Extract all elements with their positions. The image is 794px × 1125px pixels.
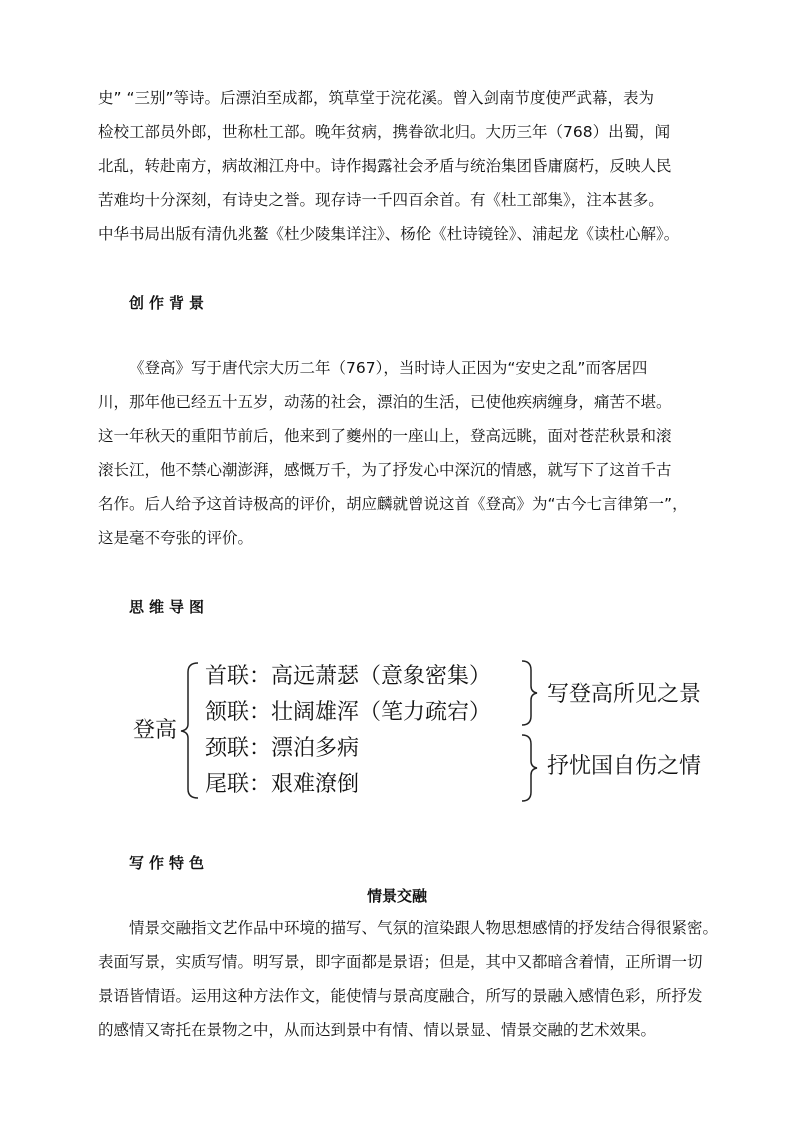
- mindmap-item: 颈联：漂泊多病: [205, 736, 360, 761]
- bio-line: 北乱，转赴南方，病故湘江舟中。诗作揭露社会矛盾与统治集团昏庸腐朽，反映人民: [98, 157, 672, 175]
- background-line: 这是毫不夸张的评价。: [98, 529, 254, 547]
- mindmap-item: 颔联：壮阔雄浑（笔力疏宕）: [205, 700, 492, 725]
- right-brace-top: [522, 661, 537, 725]
- bio-line: 检校工部员外郎，世称杜工部。晚年贫病，携眷欲北归。大历三年（768）出蜀，闻: [98, 123, 671, 141]
- writing-line: 表面写景，实质写情。明写景，即字面都是景语；但是，其中又都暗含着情，正所谓一切: [98, 953, 703, 971]
- mindmap-group-label: 写登高所见之景: [547, 682, 702, 707]
- left-brace: [181, 663, 198, 798]
- mindmap-item: 尾联：艰难潦倒: [205, 772, 360, 797]
- mindmap-group-label: 抒忧国自伤之情: [547, 754, 702, 779]
- mindmap-heading: 思维导图: [129, 598, 210, 616]
- background-line: 滚长江，他不禁心潮澎湃，感慨万千，为了抒发心中深沉的情感，就写下了这首千古: [98, 461, 672, 479]
- writing-line: 的感情又寄托在景物之中，从而达到景中有情、情以景显、情景交融的艺术效果。: [98, 1021, 657, 1039]
- background-line: 名作。后人给予这首诗极高的评价，胡应麟就曾说这首《登高》为“古今七言律第一”，: [98, 495, 688, 513]
- background-heading: 创作背景: [129, 294, 210, 312]
- background-line: 川，那年他已经五十五岁，动荡的社会，漂泊的生活，已使他疾病缠身，痛苦不堪。: [98, 393, 672, 411]
- background-line: 《登高》写于唐代宗大历二年（767），当时诗人正因为“安史之乱”而客居四: [129, 359, 648, 377]
- writing-line: 景语皆情语。运用这种方法作文，能使情与景高度融合，所写的景融入感情色彩，所抒发: [98, 987, 703, 1005]
- bio-line: 苦难均十分深刻，有诗史之誉。现存诗一千四百余首。有《杜工部集》，注本甚多。: [98, 191, 664, 209]
- writing-line: 情景交融指文艺作品中环境的描写、气氛的渲染跟人物思想感情的抒发结合得很紧密。: [129, 919, 719, 937]
- writing-heading: 写作特色: [129, 854, 210, 872]
- bio-line: 中华书局出版有清仇兆鳌《杜少陵集详注》、杨伦《杜诗镜铨》、浦起龙《读杜心解》。: [98, 225, 680, 243]
- mindmap-item: 首联：高远萧瑟（意象密集）: [205, 664, 492, 689]
- mindmap-root: 登高: [133, 718, 178, 743]
- bio-line: 史” “三别”等诗。后漂泊至成都，筑草堂于浣花溪。曾入剑南节度使严武幕，表为: [98, 89, 655, 107]
- writing-subheading: 情景交融: [366, 887, 427, 905]
- background-line: 这一年秋天的重阳节前后，他来到了夔州的一座山上，登高远眺，面对苍茫秋景和滚: [98, 427, 672, 445]
- right-brace-bottom: [522, 735, 537, 801]
